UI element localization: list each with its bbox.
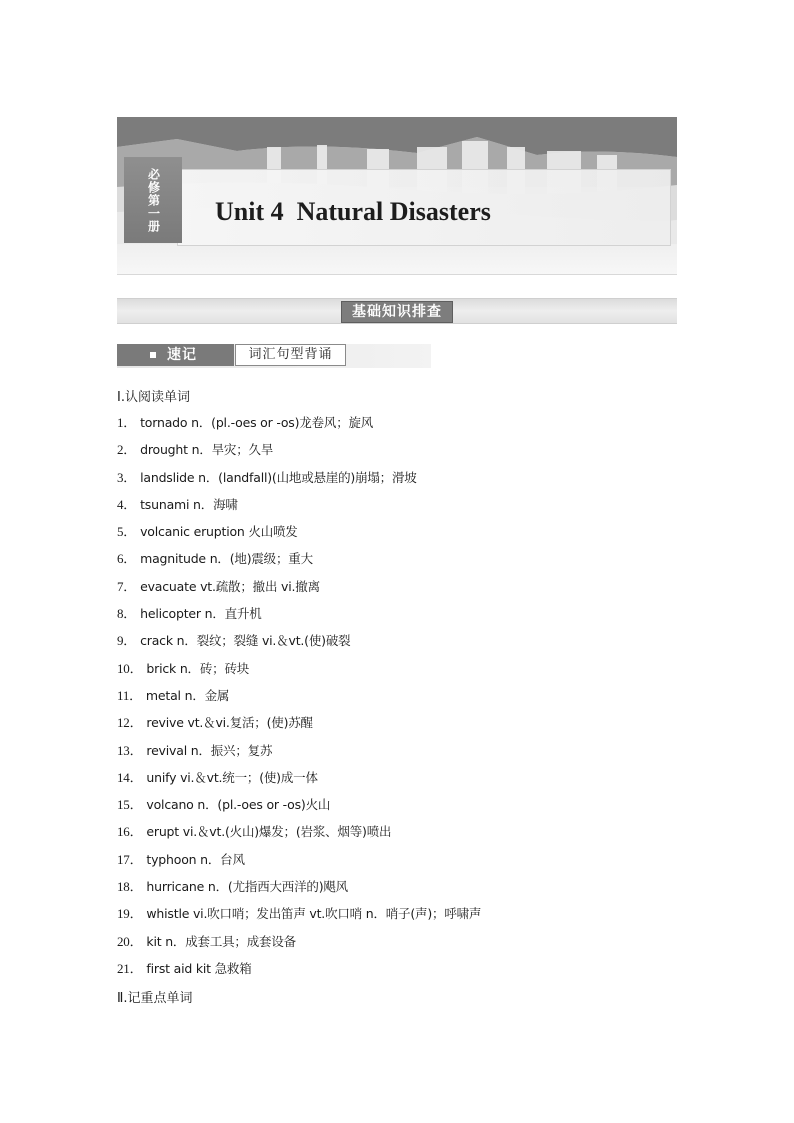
vocab-number: 3． [117, 469, 137, 485]
vocab-number: 8． [117, 606, 137, 622]
book-volume-tag: 必修第一册 [124, 157, 182, 243]
vocab-number: 1． [117, 415, 137, 430]
vocab-item [117, 685, 481, 712]
sub-header-description: 词汇句型背诵 [235, 344, 346, 366]
vocab-number: 14． [117, 769, 143, 785]
vocab-item [117, 467, 481, 494]
vocab-number: 16． [117, 824, 143, 840]
vocab-entry: revive vt.＆vi.复活；(使)苏醒 [146, 715, 313, 731]
sub-header [117, 344, 431, 368]
vocab-item [117, 767, 481, 794]
heading-read-words: Ⅰ.认阅读单词 [117, 390, 190, 405]
vocab-item [117, 603, 481, 630]
vocab-number: 18． [117, 879, 143, 895]
vocab-item [117, 740, 481, 767]
vocab-entry: brick n．砖；砖块 [146, 660, 250, 676]
vocab-item [117, 630, 481, 657]
vocab-entry: revival n．振兴；复苏 [146, 742, 273, 758]
vocab-entry: hurricane n．(尤指西大西洋的)飓风 [146, 879, 348, 895]
vocab-entry: unify vi.＆vt.统一；(使)成一体 [146, 769, 318, 785]
vocab-number: 11． [117, 687, 142, 703]
vocab-number: 19． [117, 906, 143, 922]
square-bullet-icon [150, 352, 156, 358]
vocab-item [117, 821, 481, 848]
vocab-entry: magnitude n．(地)震级；重大 [140, 551, 313, 567]
vocab-number: 13． [117, 742, 143, 758]
vocab-entry: whistle vi.吹口哨；发出笛声 vt.吹口哨 n．哨子(声)；呼啸声 [146, 906, 482, 922]
vocab-item [117, 439, 481, 466]
vocab-item [117, 903, 481, 930]
heading-key-words: Ⅱ.记重点单词 [117, 991, 193, 1006]
quick-memo-tab [117, 344, 234, 366]
vocab-number: 7． [117, 578, 137, 594]
vocab-number: 9． [117, 633, 137, 649]
vocab-item [117, 521, 481, 548]
vocab-item [117, 658, 481, 685]
vocab-number: 12． [117, 715, 143, 731]
vocab-entry: crack n．裂纹；裂缝 vi.＆vt.(使)破裂 [140, 633, 351, 649]
vocab-item [117, 712, 481, 739]
vocab-item [117, 876, 481, 903]
vocab-entry: tornado n．(pl.-oes or -os)龙卷风；旋风 [140, 415, 374, 430]
vocab-entry: volcanic eruption 火山喷发 [140, 524, 298, 540]
section-title: 基础知识排查 [341, 301, 453, 323]
vocab-number: 15． [117, 797, 143, 813]
vocab-item [117, 958, 481, 985]
vocab-entry: helicopter n．直升机 [140, 606, 262, 622]
vocab-entry: volcano n．(pl.-oes or -os)火山 [146, 797, 331, 813]
vocab-entry: metal n．金属 [145, 687, 230, 703]
quick-memo-label: 速记 [167, 347, 197, 363]
vocab-item [117, 494, 481, 521]
vocab-item [117, 576, 481, 603]
unit-title: Unit 4 Natural Disasters [215, 197, 491, 226]
vocab-item [117, 412, 481, 439]
vocab-entry: erupt vi.＆vt.(火山)爆发；(岩浆、烟等)喷出 [146, 824, 392, 840]
vocab-entry: drought n．旱灾；久旱 [140, 442, 274, 458]
vocab-number: 20． [117, 933, 143, 949]
vocab-number: 5． [117, 524, 137, 540]
vocab-entry: kit n．成套工具；成套设备 [146, 933, 296, 949]
banner-bottom-strip [117, 244, 677, 275]
vocabulary-list [117, 412, 481, 985]
vocab-number: 10． [117, 660, 143, 676]
vocab-item [117, 794, 481, 821]
vocab-item [117, 931, 481, 958]
vocab-number: 4． [117, 496, 137, 512]
vocab-number: 2． [117, 442, 137, 458]
vocab-number: 21． [117, 960, 143, 976]
vocab-entry: typhoon n．台风 [146, 851, 245, 867]
vocab-item [117, 548, 481, 575]
vocab-entry: first aid kit 急救箱 [146, 960, 252, 976]
vocab-number: 17． [117, 851, 143, 867]
section-bar [117, 298, 677, 324]
vocab-entry: landslide n．(landfall)(山地或悬崖的)崩塌；滑坡 [140, 469, 417, 485]
vocab-item [117, 849, 481, 876]
vocab-entry: tsunami n．海啸 [140, 496, 238, 512]
vocab-entry: evacuate vt.疏散；撤出 vi.撤离 [140, 578, 320, 594]
unit-banner [117, 117, 677, 277]
vocab-number: 6． [117, 551, 137, 567]
